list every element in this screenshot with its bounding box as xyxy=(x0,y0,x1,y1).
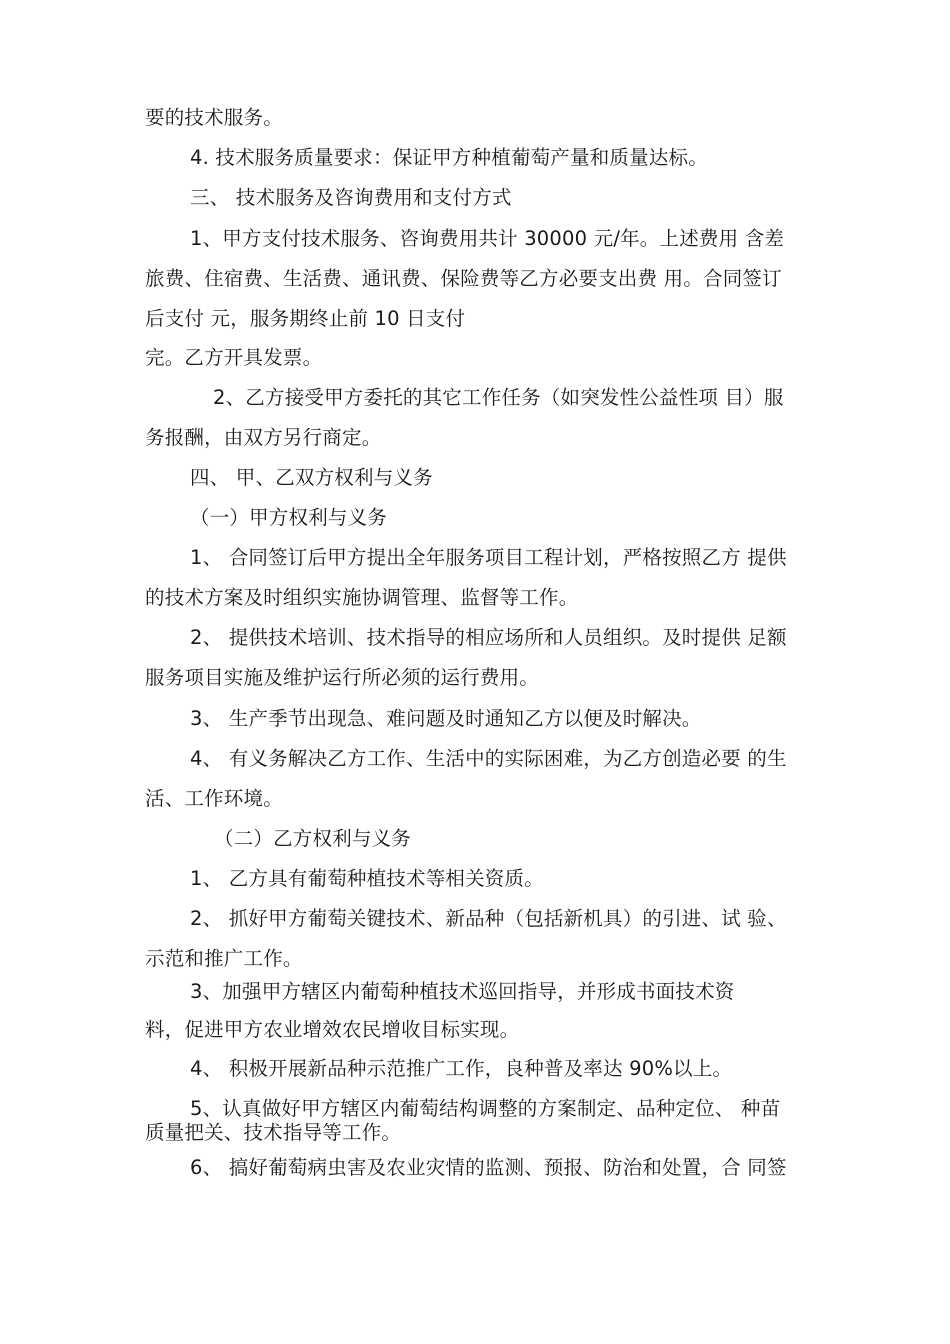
list-item-4: 4. 技术服务质量要求：保证甲方种植葡萄产量和质量达标。 xyxy=(190,146,708,169)
body-text-line: 示范和推广工作。 xyxy=(145,947,303,970)
body-text-line: 的技术方案及时组织实施协调管理、监督等工作。 xyxy=(145,586,579,609)
body-text-line: 旅费、住宿费、生活费、通讯费、保险费等乙方必要支出费 用。合同签订 xyxy=(145,267,782,290)
body-text-line: 务报酬，由双方另行商定。 xyxy=(145,426,382,449)
body-text-line: 要的技术服务。 xyxy=(145,106,283,129)
body-text-line: 1、 合同签订后甲方提出全年服务项目工程计划，严格按照乙方 提供 xyxy=(190,546,787,569)
body-text-line: 料，促进甲方农业增效农民增收目标实现。 xyxy=(145,1018,520,1041)
subsection-heading-1: （一）甲方权利与义务 xyxy=(190,506,388,529)
body-text-line: 6、 搞好葡萄病虫害及农业灾情的监测、预报、防治和处置，合 同签 xyxy=(190,1156,787,1179)
section-heading-3: 三、 技术服务及咨询费用和支付方式 xyxy=(190,186,512,209)
body-text-line: 3、加强甲方辖区内葡萄种植技术巡回指导，并形成书面技术资 xyxy=(190,980,735,1003)
body-text-line: 2、 提供技术培训、技术指导的相应场所和人员组织。及时提供 足额 xyxy=(190,626,787,649)
body-text-line: 活、工作环境。 xyxy=(145,787,283,810)
body-text-line: 4、 积极开展新品种示范推广工作，良种普及率达 90%以上。 xyxy=(190,1057,733,1080)
body-text-line: 5、认真做好甲方辖区内葡萄结构调整的方案制定、品种定位、 种苗 xyxy=(190,1097,781,1120)
body-text-line: 2、乙方接受甲方委托的其它工作任务（如突发性公益性项 目）服 xyxy=(213,386,784,409)
section-heading-4: 四、 甲、乙双方权利与义务 xyxy=(190,466,433,489)
body-text-line: 4、 有义务解决乙方工作、生活中的实际困难，为乙方创造必要 的生 xyxy=(190,747,787,770)
body-text-line: 服务项目实施及维护运行所必须的运行费用。 xyxy=(145,666,540,689)
body-text-line: 质量把关、技术指导等工作。 xyxy=(145,1121,402,1144)
body-text-line: 1、甲方支付技术服务、咨询费用共计 30000 元/年。上述费用 含差 xyxy=(190,227,785,250)
body-text-line: 2、 抓好甲方葡萄关键技术、新品种（包括新机具）的引进、试 验、 xyxy=(190,907,787,930)
body-text-line: 后支付 元，服务期终止前 10 日支付 xyxy=(145,307,466,330)
body-text-line: 3、 生产季节出现急、难问题及时通知乙方以便及时解决。 xyxy=(190,707,702,730)
body-text-line: 完。乙方开具发票。 xyxy=(145,346,323,369)
body-text-line: 1、 乙方具有葡萄种植技术等相关资质。 xyxy=(190,867,544,890)
subsection-heading-2: （二）乙方权利与义务 xyxy=(214,827,412,850)
